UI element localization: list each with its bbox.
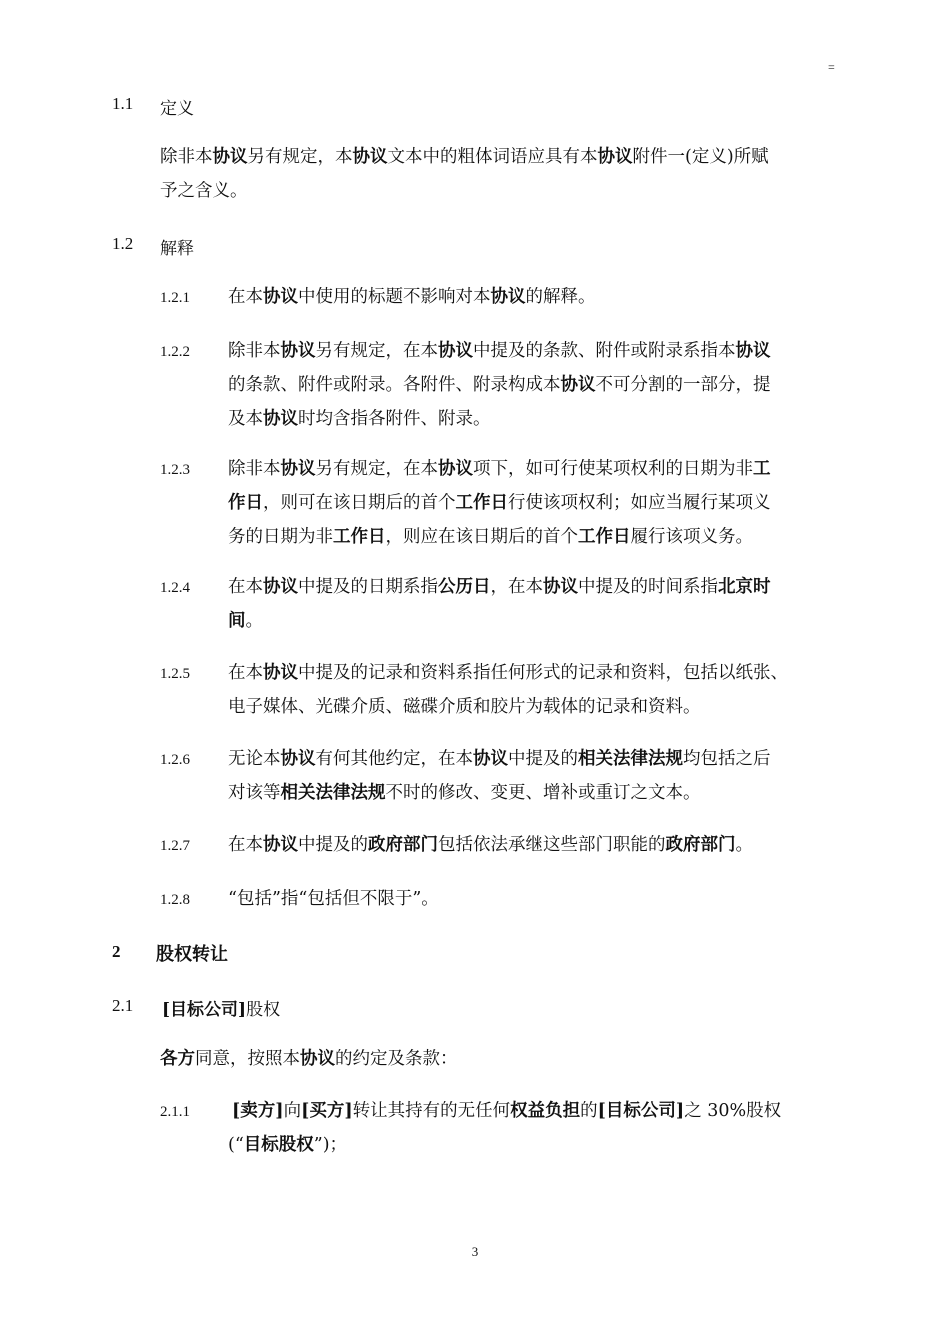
section-number: 2.1 — [112, 996, 134, 1015]
article-number: 2 — [112, 942, 121, 961]
clause-text: 无论本协议有何其他约定，在本协议中提及的相关法律法规均包括之后 对该等相关法律法规不时的修改、变更、增补或重订之文本。 — [228, 749, 771, 803]
clause-text: 在本协议中提及的日期系指公历日，在本协议中提及的时间系指北京时 间。 — [228, 577, 771, 631]
section-title: 解释 — [160, 239, 194, 259]
clause-number: 1.2.4 — [160, 580, 190, 596]
clause-text: 除非本协议另有规定，在本协议中提及的条款、附件或附录系指本协议 的条款、附件或附录。各附件、附录构成本协议不可分割的一部分，提 及本协议时均含指各附件、附录。 — [228, 341, 771, 429]
clause-text: 除非本协议另有规定，在本协议项下，如可行使某项权利的日期为非工 作日，则可在该日期后的首个工作日行使该项权利；如应当履行某项义 务的日期为非工作日，则应在该日期后的首个工作日履行该项义务。 — [228, 459, 771, 547]
clause-number: 1.2.8 — [160, 892, 190, 908]
clause-number: 1.2.1 — [160, 290, 190, 306]
clause-text: 在本协议中使用的标题不影响对本协议的解释。 — [228, 287, 596, 307]
clause-number: 1.2.5 — [160, 666, 190, 682]
clause-number: 1.2.3 — [160, 462, 190, 478]
article-title: 股权转让 — [156, 944, 228, 965]
clause-text: 在本协议中提及的政府部门包括依法承继这些部门职能的政府部门。 — [228, 835, 753, 855]
clause-number: 1.2.2 — [160, 344, 190, 360]
header-mark: = — [828, 60, 835, 74]
section-number: 1.2 — [112, 234, 134, 253]
clause-text: 在本协议中提及的记录和资料系指任何形式的记录和资料，包括以纸张、 电子媒体、光碟介质、磁碟介质和胶片为载体的记录和资料。 — [228, 663, 788, 717]
clause-number: 1.2.6 — [160, 752, 190, 768]
section-number: 1.1 — [112, 94, 134, 113]
section-title: 定义 — [160, 99, 194, 119]
clause-text: “包括”指“包括但不限于”。 — [228, 889, 439, 909]
clause-text: [卖方]向[买方]转让其持有的无任何权益负担的[目标公司]之 30%股权 (“目标股权”)； — [228, 1101, 782, 1155]
clause-number: 2.1.1 — [160, 1104, 190, 1120]
definition-paragraph: 除非本协议另有规定，本协议文本中的粗体词语应具有本协议附件一(定义)所赋 予之含义。 — [160, 147, 769, 201]
page-number: 3 — [471, 1244, 479, 1259]
section-title: [目标公司]股权 — [162, 1000, 281, 1020]
section-intro: 各方同意，按照本协议的约定及条款： — [160, 1049, 458, 1069]
clause-number: 1.2.7 — [160, 838, 190, 854]
